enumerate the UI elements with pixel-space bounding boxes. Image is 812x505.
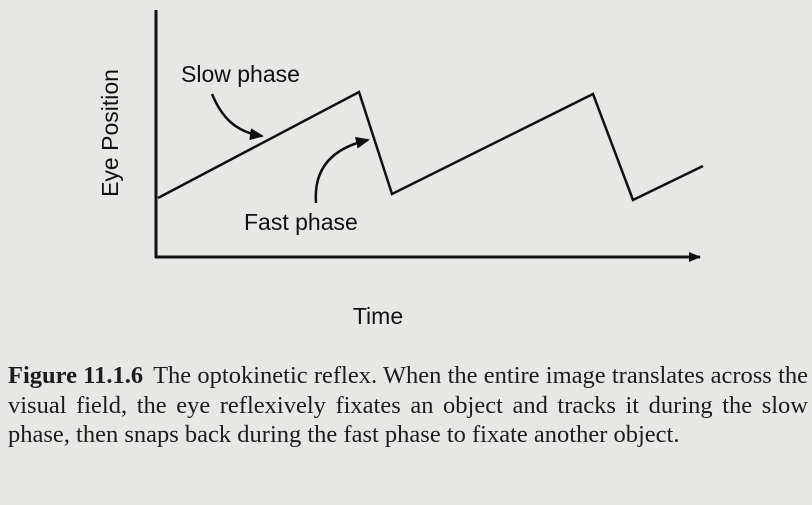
fast-phase-arrow: [316, 140, 368, 203]
x-axis-label: Time: [352, 303, 404, 329]
y-axis-label: Eye Position: [97, 69, 123, 197]
eye-position-trace: [158, 92, 703, 200]
caption-label: Figure 11.1.6: [8, 362, 144, 389]
slow-phase-label: Slow phase: [181, 61, 300, 87]
slow-phase-arrow: [212, 94, 262, 136]
caption-text: The optokinetic reflex. When the entire image translates across the visual field, the eye reflexively fixates an object and tracks it during the slow phase, then snaps back during the fast phase to fixate another object.: [8, 362, 808, 448]
figure-caption: [8, 361, 808, 450]
fast-phase-label: Fast phase: [244, 209, 358, 235]
